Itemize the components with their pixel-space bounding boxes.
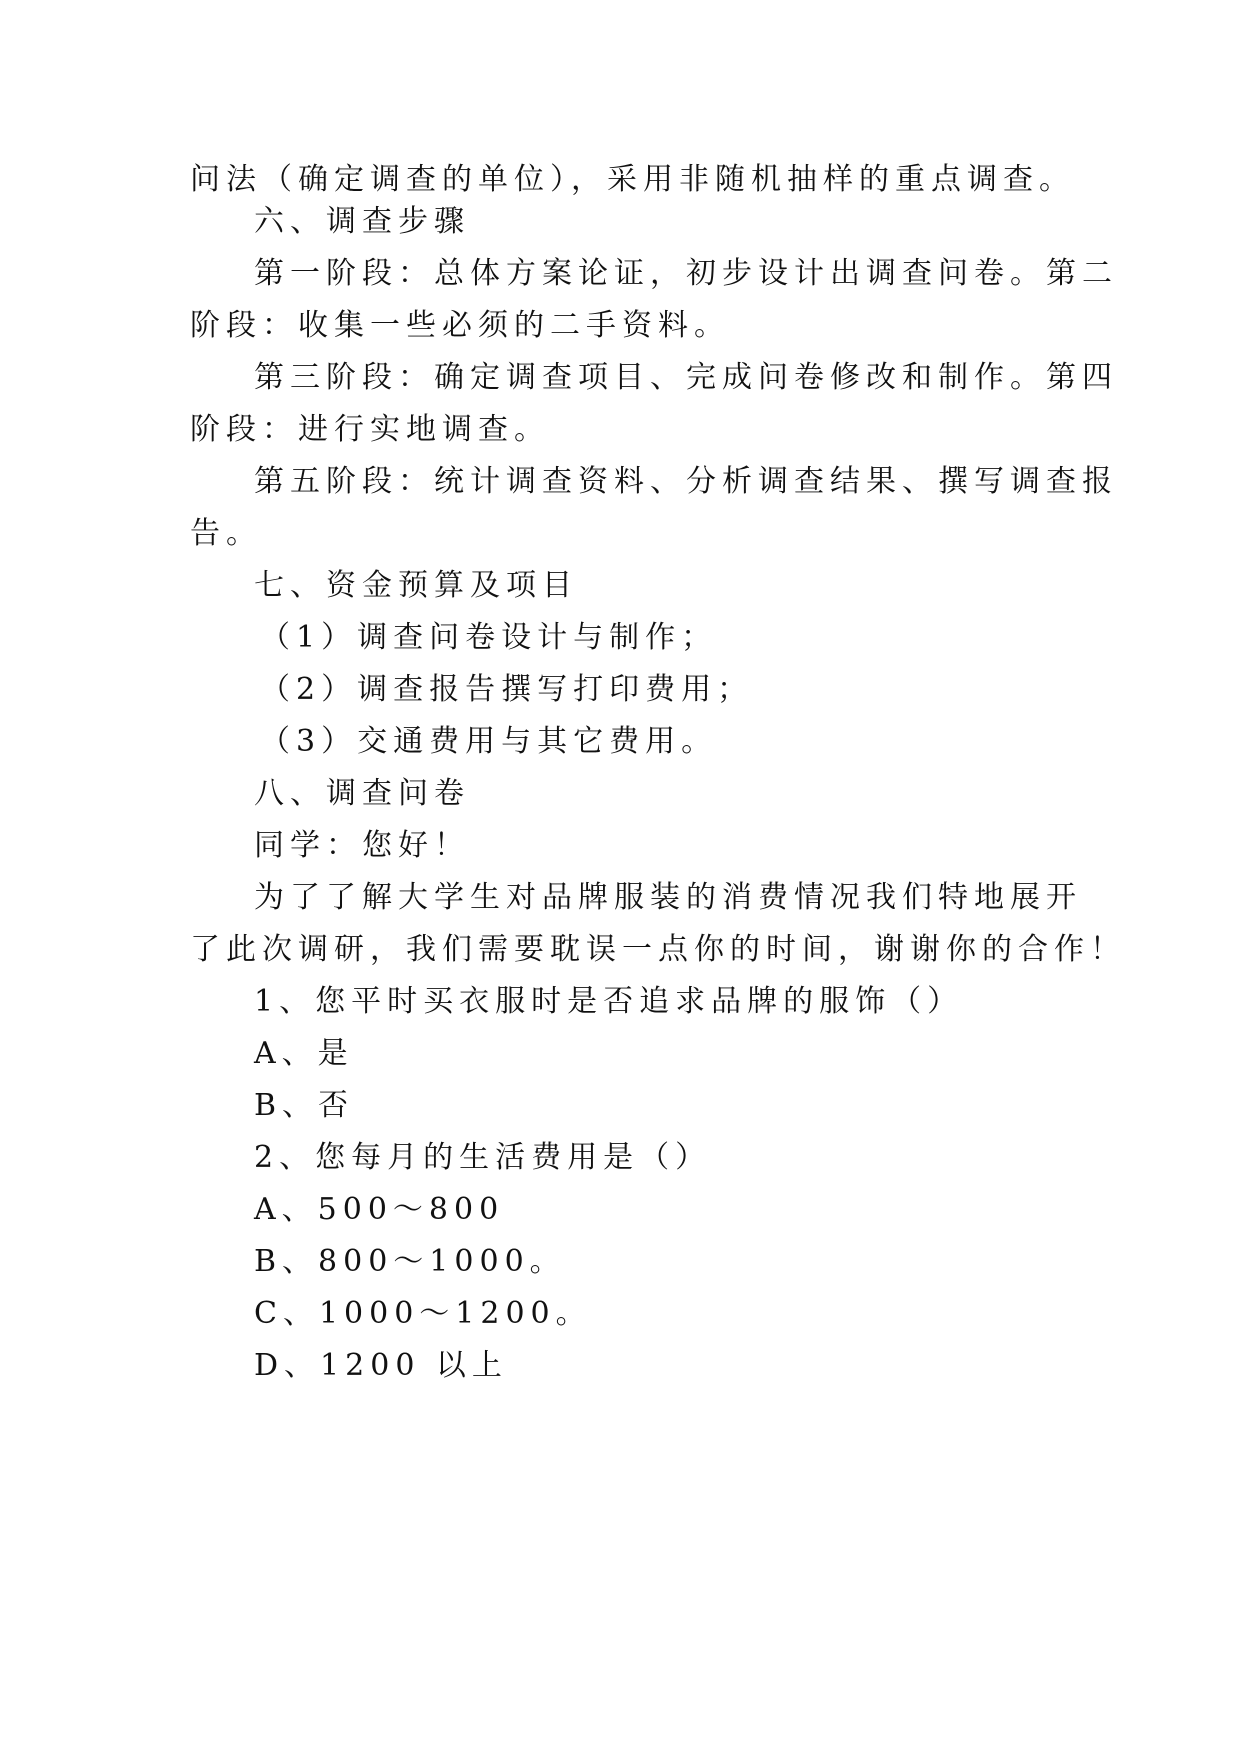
paragraph-line: 告。 <box>190 516 262 551</box>
greeting: 同学：您好！ <box>254 828 470 863</box>
answer-option: A、500～800 <box>254 1192 505 1227</box>
section-heading-budget: 七、资金预算及项目 <box>254 568 578 603</box>
question: 2、您每月的生活费用是（） <box>254 1140 712 1175</box>
paragraph-line: 为了了解大学生对品牌服装的消费情况我们特地展开 <box>254 880 1082 915</box>
paragraph-line: 阶段：收集一些必须的二手资料。 <box>190 308 730 343</box>
paragraph-line: 第三阶段：确定调查项目、完成问卷修改和制作。第四 <box>254 360 1118 395</box>
list-item: （2）调查报告撰写打印费用； <box>260 672 754 707</box>
question: 1、您平时买衣服时是否追求品牌的服饰（） <box>254 984 964 1019</box>
paragraph-line: 问法（确定调查的单位），采用非随机抽样的重点调查。 <box>190 162 1075 197</box>
list-item: （3）交通费用与其它费用。 <box>260 724 718 759</box>
list-item: （1）调查问卷设计与制作； <box>260 620 718 655</box>
answer-option: B、800～1000。 <box>254 1244 566 1279</box>
paragraph-line: 了此次调研，我们需要耽误一点你的时间，谢谢你的合作！ <box>190 932 1126 967</box>
paragraph-line: 第五阶段：统计调查资料、分析调查结果、撰写调查报 <box>254 464 1118 499</box>
section-heading-steps: 六、调查步骤 <box>254 204 470 239</box>
paragraph-line: 阶段：进行实地调查。 <box>190 412 550 447</box>
answer-option: A、是 <box>254 1036 354 1071</box>
section-heading-questionnaire: 八、调查问卷 <box>254 776 470 811</box>
answer-option: C、1000～1200。 <box>254 1296 592 1331</box>
paragraph-line: 第一阶段：总体方案论证，初步设计出调查问卷。第二 <box>254 256 1118 291</box>
answer-option: B、否 <box>254 1088 355 1123</box>
answer-option: D、1200 以上 <box>254 1348 508 1383</box>
